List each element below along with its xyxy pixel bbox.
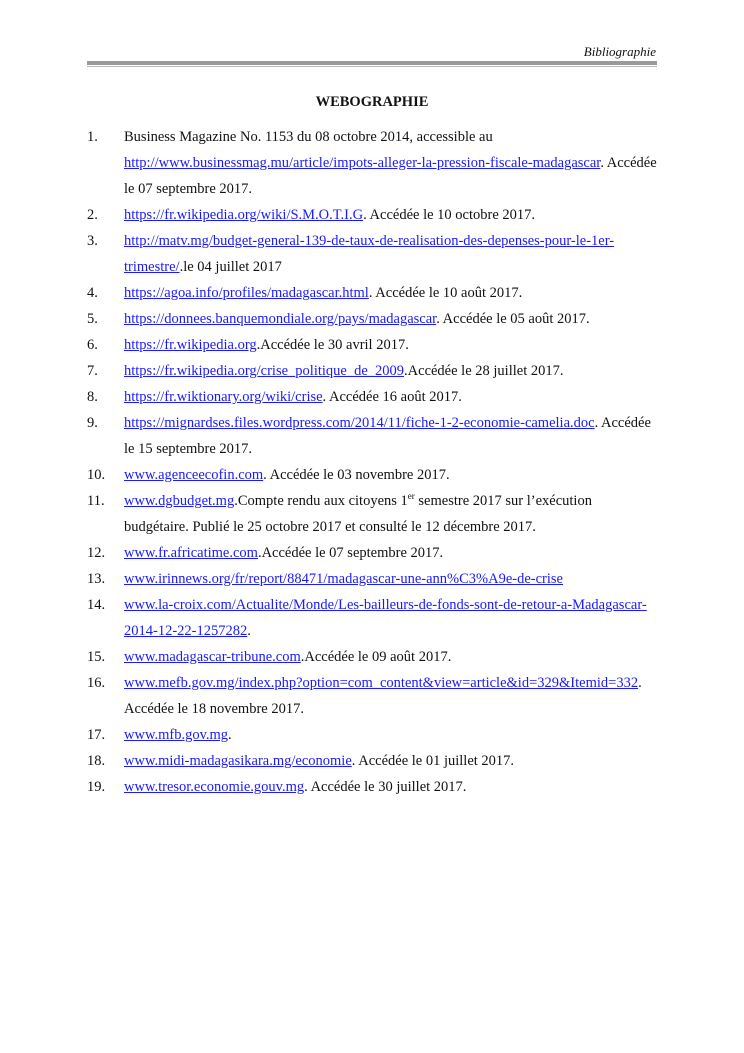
header-rule	[87, 61, 657, 65]
reference-list	[87, 124, 657, 800]
header-rule-thin	[87, 66, 657, 67]
reference-link[interactable]: https://fr.wikipedia.org/wiki/S.M.O.T.I.G	[124, 207, 364, 223]
reference-number: 15.	[87, 649, 106, 665]
reference-item	[87, 722, 657, 748]
reference-text: . Accédée le 03 novembre 2017.	[263, 467, 450, 483]
reference-number: 13.	[87, 571, 106, 587]
reference-link[interactable]: www.madagascar-tribune.com	[124, 649, 301, 665]
reference-number: 4.	[87, 285, 98, 301]
reference-text: semestre 2017 sur l’exécution budgétaire. Publié le 25 octobre 2017 et consulté le 12 décembre 2017.	[124, 493, 592, 535]
reference-text: . Accédée le 07 septembre 2017.	[124, 155, 657, 197]
reference-text: .	[228, 727, 232, 743]
reference-link[interactable]: https://donnees.banquemondiale.org/pays/madagascar	[124, 311, 437, 327]
reference-text: .Accédée le 28 juillet 2017.	[404, 363, 564, 379]
reference-text: .Accédée le 07 septembre 2017.	[257, 545, 444, 561]
reference-number: 16.	[87, 675, 106, 691]
reference-item	[87, 540, 657, 566]
superscript: er	[407, 491, 415, 502]
reference-number: 17.	[87, 727, 106, 743]
reference-text: . Accédée le 30 juillet 2017.	[304, 779, 467, 795]
reference-link[interactable]: http://www.businessmag.mu/article/impots-alleger-la-pression-fiscale-madagascar	[124, 155, 601, 171]
reference-text: . Accédée le 18 novembre 2017.	[124, 675, 642, 717]
reference-item	[87, 488, 657, 540]
reference-number: 8.	[87, 389, 98, 405]
reference-text: .Compte rendu aux citoyens 1	[234, 493, 408, 509]
reference-text: . Accédée le 10 octobre 2017.	[363, 207, 536, 223]
reference-link[interactable]: https://fr.wikipedia.org	[124, 337, 257, 353]
reference-number: 19.	[87, 779, 106, 795]
reference-link[interactable]: www.dgbudget.mg	[124, 493, 235, 509]
reference-link[interactable]: www.fr.africatime.com	[124, 545, 258, 561]
reference-item	[87, 592, 657, 644]
reference-link[interactable]: https://agoa.info/profiles/madagascar.html	[124, 285, 369, 301]
reference-text: . Accédée le 10 août 2017.	[368, 285, 523, 301]
reference-number: 10.	[87, 467, 106, 483]
reference-item	[87, 566, 657, 592]
reference-text: . Accédée le 05 août 2017.	[436, 311, 590, 327]
reference-number: 5.	[87, 311, 98, 327]
reference-text: Business Magazine No. 1153 du 08 octobre 2014, accessible au	[124, 129, 493, 145]
reference-link[interactable]: www.tresor.economie.gouv.mg	[124, 779, 305, 795]
reference-number: 9.	[87, 415, 98, 431]
reference-link[interactable]: www.midi-madagasikara.mg/economie	[124, 753, 352, 769]
reference-item	[87, 774, 657, 800]
reference-number: 12.	[87, 545, 106, 561]
reference-number: 18.	[87, 753, 106, 769]
reference-text: .Accédée le 09 août 2017.	[300, 649, 452, 665]
reference-item	[87, 670, 657, 722]
reference-item	[87, 644, 657, 670]
reference-number: 2.	[87, 207, 98, 223]
reference-item	[87, 280, 657, 306]
reference-link[interactable]: https://fr.wiktionary.org/wiki/crise	[124, 389, 323, 405]
reference-item	[87, 384, 657, 410]
page-title: WEBOGRAPHIE	[315, 94, 429, 110]
reference-number: 6.	[87, 337, 98, 353]
reference-link[interactable]: https://fr.wikipedia.org/crise_politique_de_2009	[124, 363, 405, 379]
reference-link[interactable]: https://mignardses.files.wordpress.com/2014/11/fiche-1-2-economie-camelia.doc	[124, 415, 595, 431]
reference-item	[87, 358, 657, 384]
running-header: Bibliographie	[583, 44, 656, 59]
reference-text: . Accédée le 01 juillet 2017.	[351, 753, 515, 769]
reference-item	[87, 410, 657, 462]
reference-number: 11.	[87, 493, 105, 509]
reference-link[interactable]: www.la-croix.com/Actualite/Monde/Les-bailleurs-de-fonds-sont-de-retour-a-Madagascar-2014-12-22-1257282	[124, 597, 647, 639]
reference-link[interactable]: http://matv.mg/budget-general-139-de-taux-de-realisation-des-depenses-pour-le-1er-trimestre/	[124, 233, 615, 275]
reference-link[interactable]: www.irinnews.org/fr/report/88471/madagascar-une-ann%C3%A9e-de-crise	[124, 571, 563, 587]
reference-item	[87, 124, 657, 202]
reference-number: 7.	[87, 363, 98, 379]
reference-item	[87, 202, 657, 228]
reference-number: 1.	[87, 129, 98, 145]
reference-item	[87, 462, 657, 488]
reference-text: . Accédée le 15 septembre 2017.	[124, 415, 651, 457]
reference-text: .Accédée le 30 avril 2017.	[256, 337, 409, 353]
reference-number: 14.	[87, 597, 106, 613]
reference-text: .le 04 juillet 2017	[179, 259, 282, 275]
reference-link[interactable]: www.mefb.gov.mg/index.php?option=com_content&view=article&id=329&Itemid=332	[124, 675, 639, 691]
reference-item	[87, 748, 657, 774]
reference-text: . Accédée 16 août 2017.	[322, 389, 462, 405]
reference-item	[87, 306, 657, 332]
reference-link[interactable]: www.mfb.gov.mg	[124, 727, 229, 743]
reference-link[interactable]: www.agenceecofin.com	[124, 467, 264, 483]
reference-item	[87, 228, 657, 280]
reference-number: 3.	[87, 233, 98, 249]
reference-text: .	[247, 623, 251, 639]
reference-item	[87, 332, 657, 358]
